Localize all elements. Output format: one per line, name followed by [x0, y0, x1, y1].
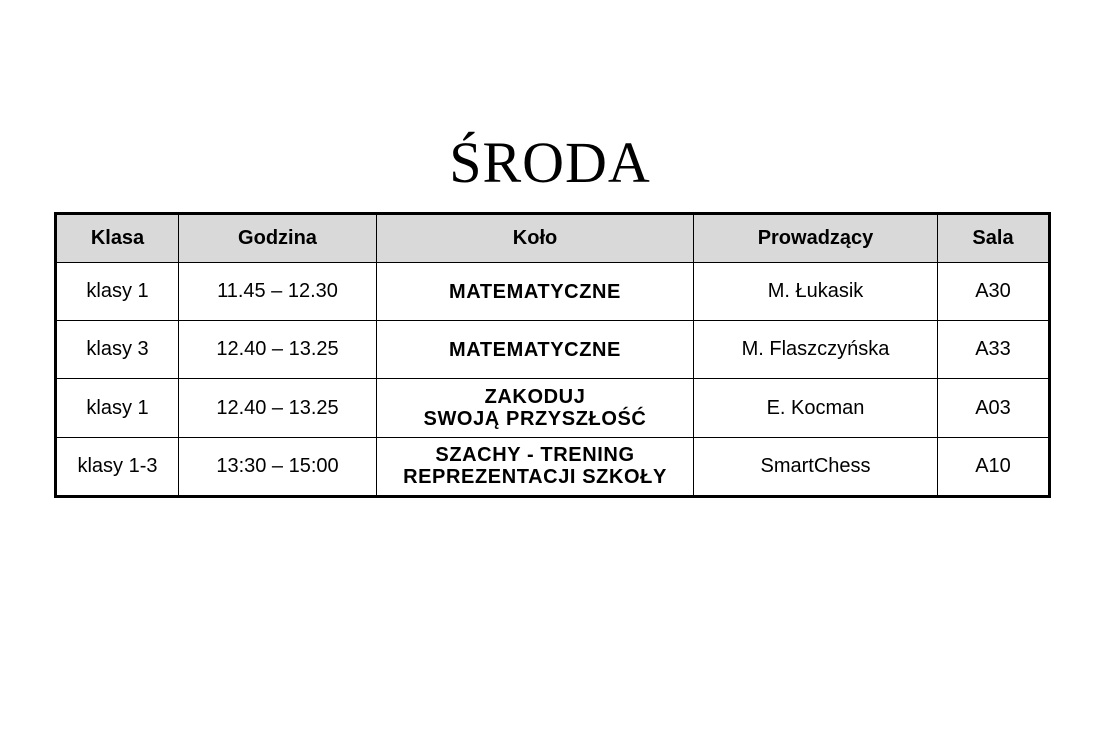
cell-klasa: klasy 1 — [56, 379, 179, 437]
header-klasa: Klasa — [56, 214, 179, 263]
header-godzina: Godzina — [179, 214, 377, 263]
cell-prowadzacy: SmartChess — [694, 437, 938, 496]
cell-klasa: klasy 1 — [56, 263, 179, 321]
page-title: ŚRODA — [449, 130, 651, 195]
kolo-line-1: MATEMATYCZNE — [449, 280, 621, 303]
header-sala: Sala — [938, 214, 1050, 263]
kolo-line-1: ZAKODUJ — [484, 386, 586, 409]
cell-kolo — [377, 263, 694, 321]
cell-godzina: 13:30 – 15:00 — [179, 437, 377, 496]
header-kolo: Koło — [377, 214, 694, 263]
cell-godzina: 12.40 – 13.25 — [179, 321, 377, 379]
kolo-line-2: REPREZENTACJI SZKOŁY — [403, 466, 667, 489]
cell-klasa: klasy 3 — [56, 321, 179, 379]
table-row — [56, 379, 1050, 437]
cell-sala: A10 — [938, 437, 1050, 496]
header-prowadzacy: Prowadzący — [694, 214, 938, 263]
cell-sala: A33 — [938, 321, 1050, 379]
cell-prowadzacy: E. Kocman — [694, 379, 938, 437]
header-row — [56, 214, 1050, 263]
kolo-line-1: SZACHY - TRENING — [435, 444, 635, 467]
cell-prowadzacy: M. Łukasik — [694, 263, 938, 321]
cell-prowadzacy: M. Flaszczyńska — [694, 321, 938, 379]
cell-godzina: 12.40 – 13.25 — [179, 379, 377, 437]
kolo-line-2: SWOJĄ PRZYSZŁOŚĆ — [423, 408, 647, 431]
cell-kolo — [377, 379, 694, 437]
cell-kolo — [377, 437, 694, 496]
cell-kolo — [377, 321, 694, 379]
kolo-line-1: MATEMATYCZNE — [449, 338, 621, 361]
cell-sala: A03 — [938, 379, 1050, 437]
cell-godzina: 11.45 – 12.30 — [179, 263, 377, 321]
table-row — [56, 321, 1050, 379]
table-row — [56, 263, 1050, 321]
cell-sala: A30 — [938, 263, 1050, 321]
table-row — [56, 437, 1050, 496]
cell-klasa: klasy 1-3 — [56, 437, 179, 496]
schedule-table — [54, 212, 1051, 498]
